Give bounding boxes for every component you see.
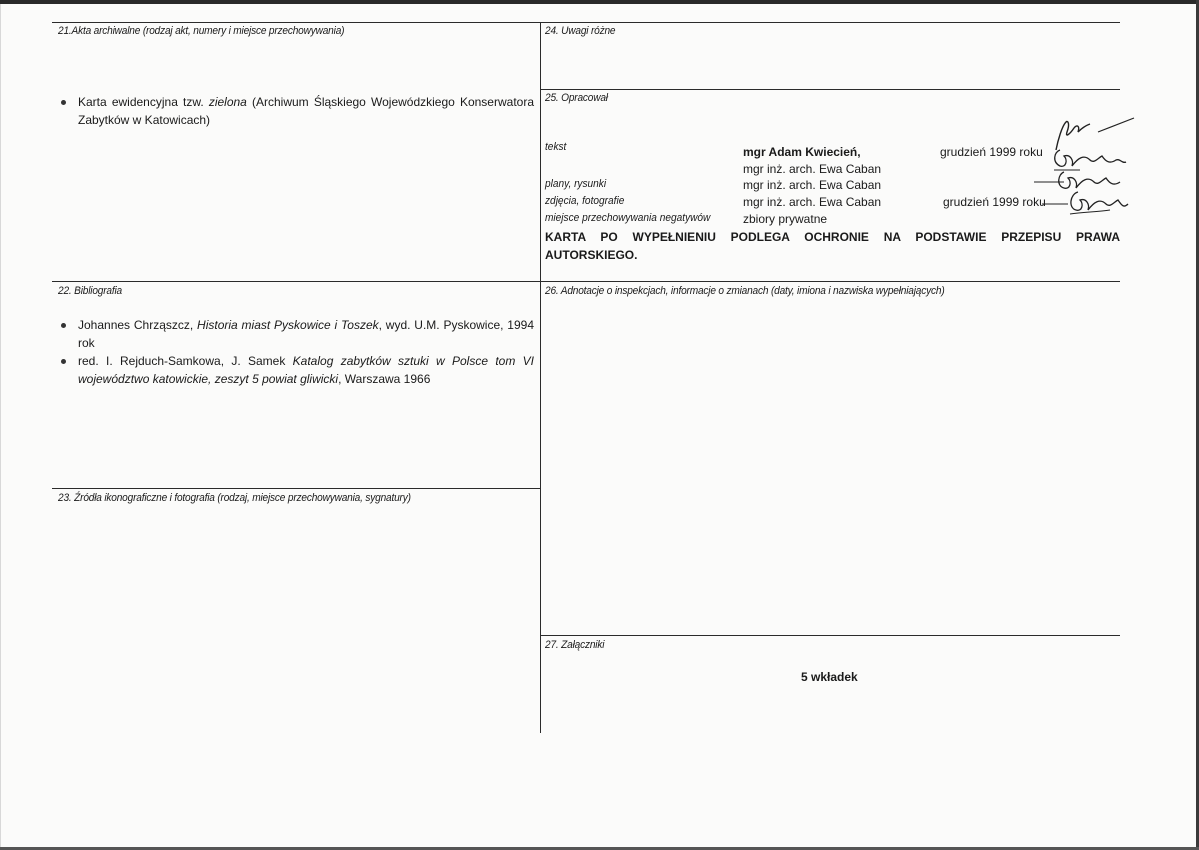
caption-tekst: tekst xyxy=(545,141,567,153)
rule-top-left xyxy=(52,22,540,23)
caption-plany: plany, rysunki xyxy=(545,178,607,190)
section-21-list xyxy=(58,93,534,129)
section-22-label: 22. Bibliografia xyxy=(58,285,123,297)
photos-author: mgr inż. arch. Ewa Caban xyxy=(743,195,882,209)
plans-author: mgr inż. arch. Ewa Caban xyxy=(743,178,882,192)
rule-23-top xyxy=(52,488,540,489)
rule-center xyxy=(540,22,541,733)
scan-edge-top xyxy=(0,0,1199,4)
rule-top-right xyxy=(540,22,1120,23)
coauthor-name: mgr inż. arch. Ewa Caban xyxy=(743,162,882,176)
attachments-count: 5 wkładek xyxy=(801,670,858,684)
list-item: Johannes Chrząszcz, Historia miast Pyskowice i Toszek, wyd. U.M. Pyskowice, 1994 rok xyxy=(58,316,534,352)
rule-22-top xyxy=(52,281,1120,282)
section-21-label: 21.Akta archiwalne (rodzaj akt, numery i miejsce przechowywania) xyxy=(58,25,345,37)
copyright-notice: KARTA PO WYPEŁNIENIU PODLEGA OCHRONIE NA PODSTAWIE PRZEPISU PRAWA AUTORSKIEGO. xyxy=(545,230,1120,262)
negatives-location: zbiory prywatne xyxy=(743,212,828,226)
section-24-label: 24. Uwagi różne xyxy=(545,25,616,37)
section-23-label: 23. Źródła ikonograficzne i fotografia (rodzaj, miejsce przechowywania, sygnatury) xyxy=(58,492,411,504)
list-item: Karta ewidencyjna tzw. zielona (Archiwum Śląskiego Wojewódzkiego Konserwatora Zabytków w Katowicach) xyxy=(58,93,534,129)
caption-zdjecia: zdjęcia, fotografie xyxy=(545,195,625,207)
signature-ewa-caban-3 xyxy=(1040,186,1130,216)
section-22-list xyxy=(58,316,534,388)
section-25-label: 25. Opracował xyxy=(545,92,608,104)
section-26-label: 26. Adnotacje o inspekcjach, informacje o zmianach (daty, imiona i nazwiska wypełniających) xyxy=(545,285,945,297)
caption-negatywy: miejsce przechowywania negatywów xyxy=(545,212,711,224)
author-name: mgr Adam Kwiecień, xyxy=(743,145,861,159)
author-date: grudzień 1999 roku xyxy=(940,145,1043,159)
rule-27-top xyxy=(540,635,1120,636)
section-27-label: 27. Załączniki xyxy=(545,639,605,651)
list-item: red. I. Rejduch-Samkowa, J. Samek Katalog zabytków sztuki w Polsce tom VI województwo katowickie, zeszyt 5 powiat gliwicki, Warszawa 1966 xyxy=(58,352,534,388)
rule-25-top xyxy=(540,89,1120,90)
photos-date: grudzień 1999 roku xyxy=(943,195,1046,209)
